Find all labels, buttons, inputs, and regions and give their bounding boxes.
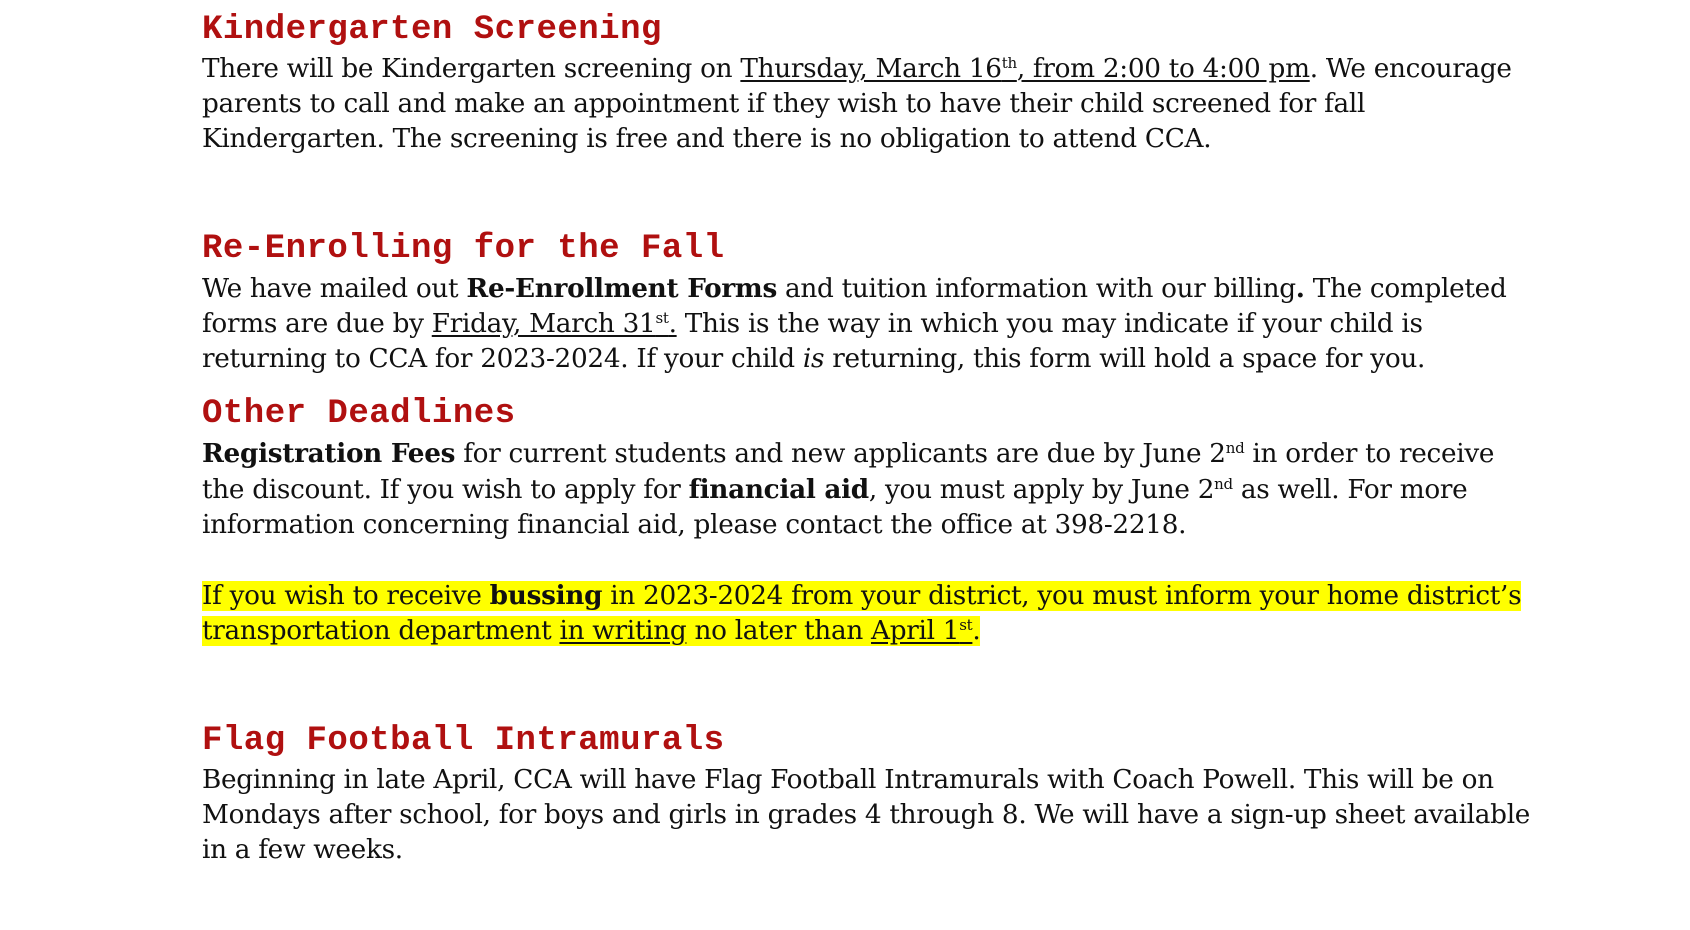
ordinal-suffix: nd — [1214, 475, 1233, 493]
bold-term: Registration Fees — [202, 438, 456, 469]
text-run: Friday, March 31 — [431, 309, 656, 339]
section-heading: Other Deadlines — [202, 395, 516, 433]
text-run: returning, this form will hold a space for you. — [824, 344, 1426, 374]
section-re-enrolling — [202, 227, 1532, 377]
text-run: We have mailed out — [202, 274, 467, 304]
text-run: no later than — [686, 616, 872, 646]
bold-term: Re-Enrollment Forms — [466, 273, 777, 304]
due-date — [432, 309, 677, 339]
text-run: for current students and new applicants are due by June 2 — [455, 439, 1226, 469]
section-heading: Re-Enrolling for the Fall — [202, 230, 725, 268]
text-run: , you must apply by June 2 — [868, 475, 1215, 505]
text-run: in 2023-2024 from your district, you must inform your home district’s transportation department — [202, 581, 1522, 646]
highlighted-bussing-paragraph — [202, 578, 1532, 649]
section-paragraph — [202, 271, 1532, 377]
text-run: . — [972, 616, 981, 646]
text-run: . We encourage parents to call and make an appointment if they wish to have their child screened for fall Kindergarten. The screening is free and there is no obligation to attend CCA. — [202, 54, 1512, 154]
highlight — [202, 581, 1521, 646]
italic-term: is — [802, 344, 825, 374]
bold-term: financial aid — [688, 474, 869, 505]
section-paragraph — [202, 52, 1532, 157]
text-run: as well. For more information concerning financial aid, please contact the office at 398-2218. — [202, 475, 1468, 540]
text-run: April 1 — [871, 616, 960, 646]
ordinal-suffix: st — [959, 616, 973, 634]
text-run: . — [668, 309, 677, 339]
text-run: This is the way in which you may indicate if your child is returning to CCA for 2023-2024. If your child — [202, 309, 1423, 374]
text-run: in order to receive the discount. If you wish to apply for — [202, 439, 1495, 505]
screening-date — [740, 54, 1309, 84]
ordinal-suffix: st — [655, 309, 669, 327]
underlined-term: in writing — [559, 616, 687, 646]
text-run: If you wish to receive — [202, 581, 490, 611]
section-flag-football — [202, 719, 1532, 868]
bold-term: bussing — [489, 580, 603, 611]
section-heading: Kindergarten Screening — [202, 11, 662, 49]
section-heading: Flag Football Intramurals — [202, 722, 725, 760]
text-run: The completed forms are due by — [202, 274, 1507, 339]
ordinal-suffix: nd — [1225, 439, 1245, 457]
bussing-deadline — [871, 616, 972, 646]
text-run: . — [1295, 273, 1305, 304]
section-paragraph — [202, 436, 1532, 543]
section-paragraph: Beginning in late April, CCA will have Flag Football Intramurals with Coach Powell. This will be on Mondays after school, for boys and girls in grades 4 through 8. We will have a sign-up sheet available in a few weeks. — [202, 765, 1531, 865]
text-run: There will be Kindergarten screening on — [202, 54, 741, 84]
text-run: Thursday, March 16 — [740, 54, 1002, 84]
section-other-deadlines — [202, 392, 1532, 649]
section-kindergarten-screening — [202, 8, 1532, 157]
ordinal-suffix: th — [1001, 54, 1017, 72]
text-run: and tuition information with our billing — [776, 274, 1296, 304]
newsletter-page — [202, 8, 1532, 868]
text-run: , from 2:00 to 4:00 pm — [1016, 54, 1310, 84]
